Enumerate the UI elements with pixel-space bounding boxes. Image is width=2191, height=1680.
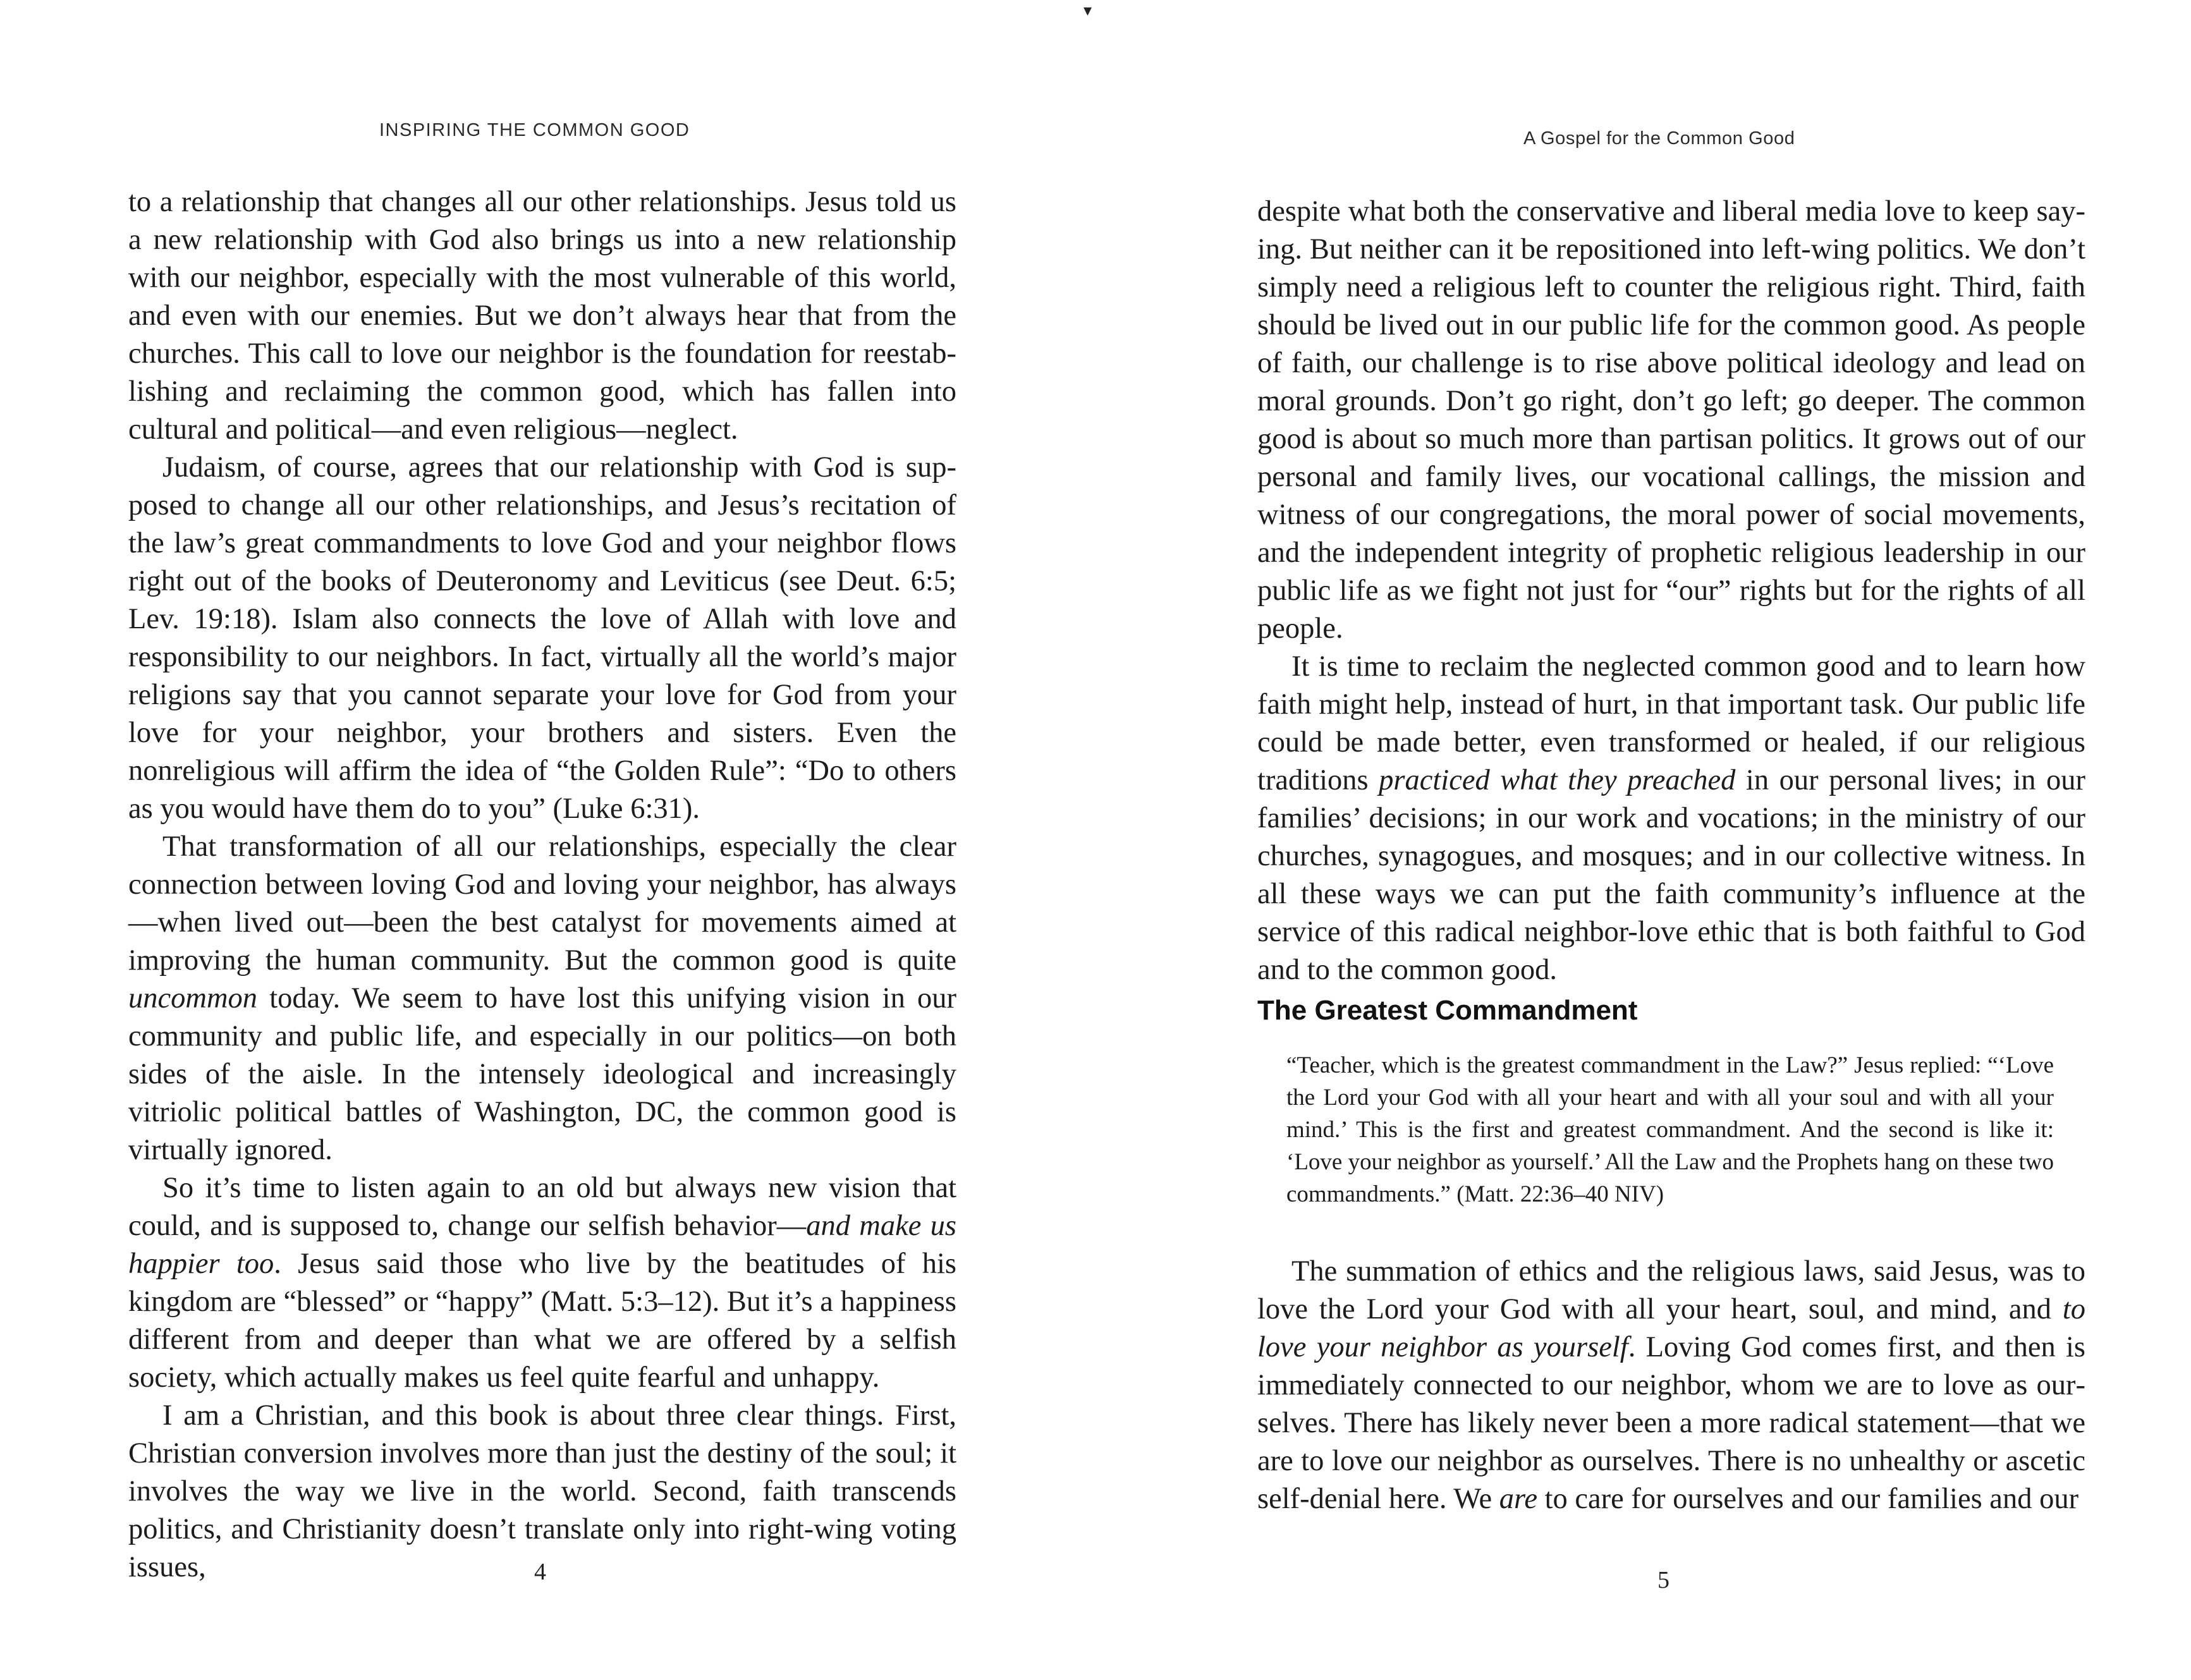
right-page [1096,0,2191,1680]
paragraph: Judaism, of course, agrees that our relationship with God is supposed to change all our other relationships, and Jesus’s recitation of the law’s great commandments to love God and your neighbor flows right out of the books of Deuteronomy and Leviticus (see Deut. 6:5; Lev. 19:18). Islam also connects the love of Allah with love and responsibility to our neighbors. In fact, virtually all the world’s major religions say that you cannot separate your love for God from your love for your neighbor, your brothers and sisters. Even the nonreligious will affirm the idea of “the Golden Rule”: “Do to others as you would have them do to you” (Luke 6:31). [128,451,956,825]
paragraph: I am a Christian, and this book is about three clear things. First, Christian conversion involves more than just the destiny of the soul; it involves the way we live in the world. Second, faith transcends politics, and Christianity doesn’t translate only into right-wing voting issues, [128,1399,956,1583]
page-number-right: 5 [1657,1567,1669,1593]
text-run: in our personal lives; in our families’ decisions; in our work and vocations; in the ministry of our churches, synagogues, and mosques; and in our collective witness. In all these ways we can put the faith community’s influence at the service of this radical neighbor-love ethic that is both faithful to God and to the common good. [1257,764,2085,986]
emphasis-text: uncommon [128,982,258,1014]
text-run: That transformation of all our relationships, especially the clear connection between loving God and loving your neighbor, has always—when lived out—been the best catalyst for movements aimed at improving the human community. But the common good is quite [128,831,956,977]
section-heading: The Greatest Commandment [1257,995,1638,1026]
paragraph [1257,648,2085,989]
running-head-left: INSPIRING THE COMMON GOOD [379,120,690,140]
emphasis-text: and make us happier too [128,1210,956,1280]
paragraph [128,828,956,1169]
paragraph: to a relationship that changes all our other relationships. Jesus told us a new relationship with God also brings us into a new relationship with our neighbor, especially with the most vulnerable of this world, and even with our enemies. But we don’t always hear that from the churches. This call to love our neighbor is the foundation for reestablishing and reclaiming the common good, which has fallen into cultural and political—and even religious—neglect. [128,186,956,446]
spread-marker: ▾ [1083,1,1092,20]
right-page-body-lower [1257,1253,2085,1518]
emphasis-text: to love your neighbor as yourself [1257,1293,2085,1363]
text-run: today. We seem to have lost this unifying vision in our community and public life, and especially in our politics—on both sides of the aisle. In the intensely ideological and increasingly vitriolic political battles of Washington, DC, the common good is virtually ignored. [128,982,956,1166]
scripture-quote [1286,1049,2054,1210]
page-number-left: 4 [534,1559,546,1585]
text-run: . Jesus said those who live by the beatitudes of his kingdom are “blessed” or “happy” (Matt. 5:3–12). But it’s a happiness different from and deeper than what we are offered by a selfish society, which actually makes us feel quite fearful and unhappy. [128,1248,956,1394]
paragraph [1257,1253,2085,1518]
emphasis-text: are [1499,1483,1537,1515]
paragraph [128,1169,956,1397]
text-run: to care for ourselves and our families and our [1537,1483,2079,1515]
running-head-right: A Gospel for the Common Good [1523,128,1795,149]
quote-text: “Teacher, which is the greatest commandment in the Law?” Jesus replied: “‘Love the Lord your God with all your heart and with all your soul and with all your mind.’ This is the first and greatest commandment. And the second is like it: ‘Love your neighbor as yourself.’ All the Law and the Prophets hang on these two commandments.” (Matt. 22:36–40 NIV) [1286,1052,2054,1207]
text-run: It is time to reclaim the neglected common good and to learn how faith might help, instead of hurt, in that important task. Our public life could be made better, even transformed or healed, if our religious traditions [1257,650,2085,796]
text-run: So it’s time to listen again to an old but always new vision that could, and is supposed to, change our selfish behavior— [128,1172,956,1242]
left-page-body [128,183,956,1586]
right-page-body-upper [1257,193,2085,989]
emphasis-text: practiced what they preached [1379,764,1736,796]
text-run: . Loving God comes first, and then is immediately connected to our neighbor, whom we are to love as ourselves. There has likely never been a more radical statement—that we are to love our neighbor as ourselves. There is no unhealthy or ascetic self-denial here. We [1257,1331,2085,1515]
paragraph: despite what both the conservative and liberal media love to keep saying. But neither can it be repositioned into left-wing politics. We don’t simply need a religious left to counter the religious right. Third, faith should be lived out in our public life for the common good. As people of faith, our challenge is to rise above political ideology and lead on moral grounds. Don’t go right, don’t go left; go deeper. The common good is about so much more than partisan politics. It grows out of our personal and family lives, our vocational callings, the mission and witness of our congregations, the moral power of social movements, and the independent integrity of prophetic religious leadership in our public life as we fight not just for “our” rights but for the rights of all people. [1257,195,2085,645]
text-run: The summation of ethics and the religious laws, said Jesus, was to love the Lord your God with all your heart, soul, and mind, and [1257,1255,2085,1325]
